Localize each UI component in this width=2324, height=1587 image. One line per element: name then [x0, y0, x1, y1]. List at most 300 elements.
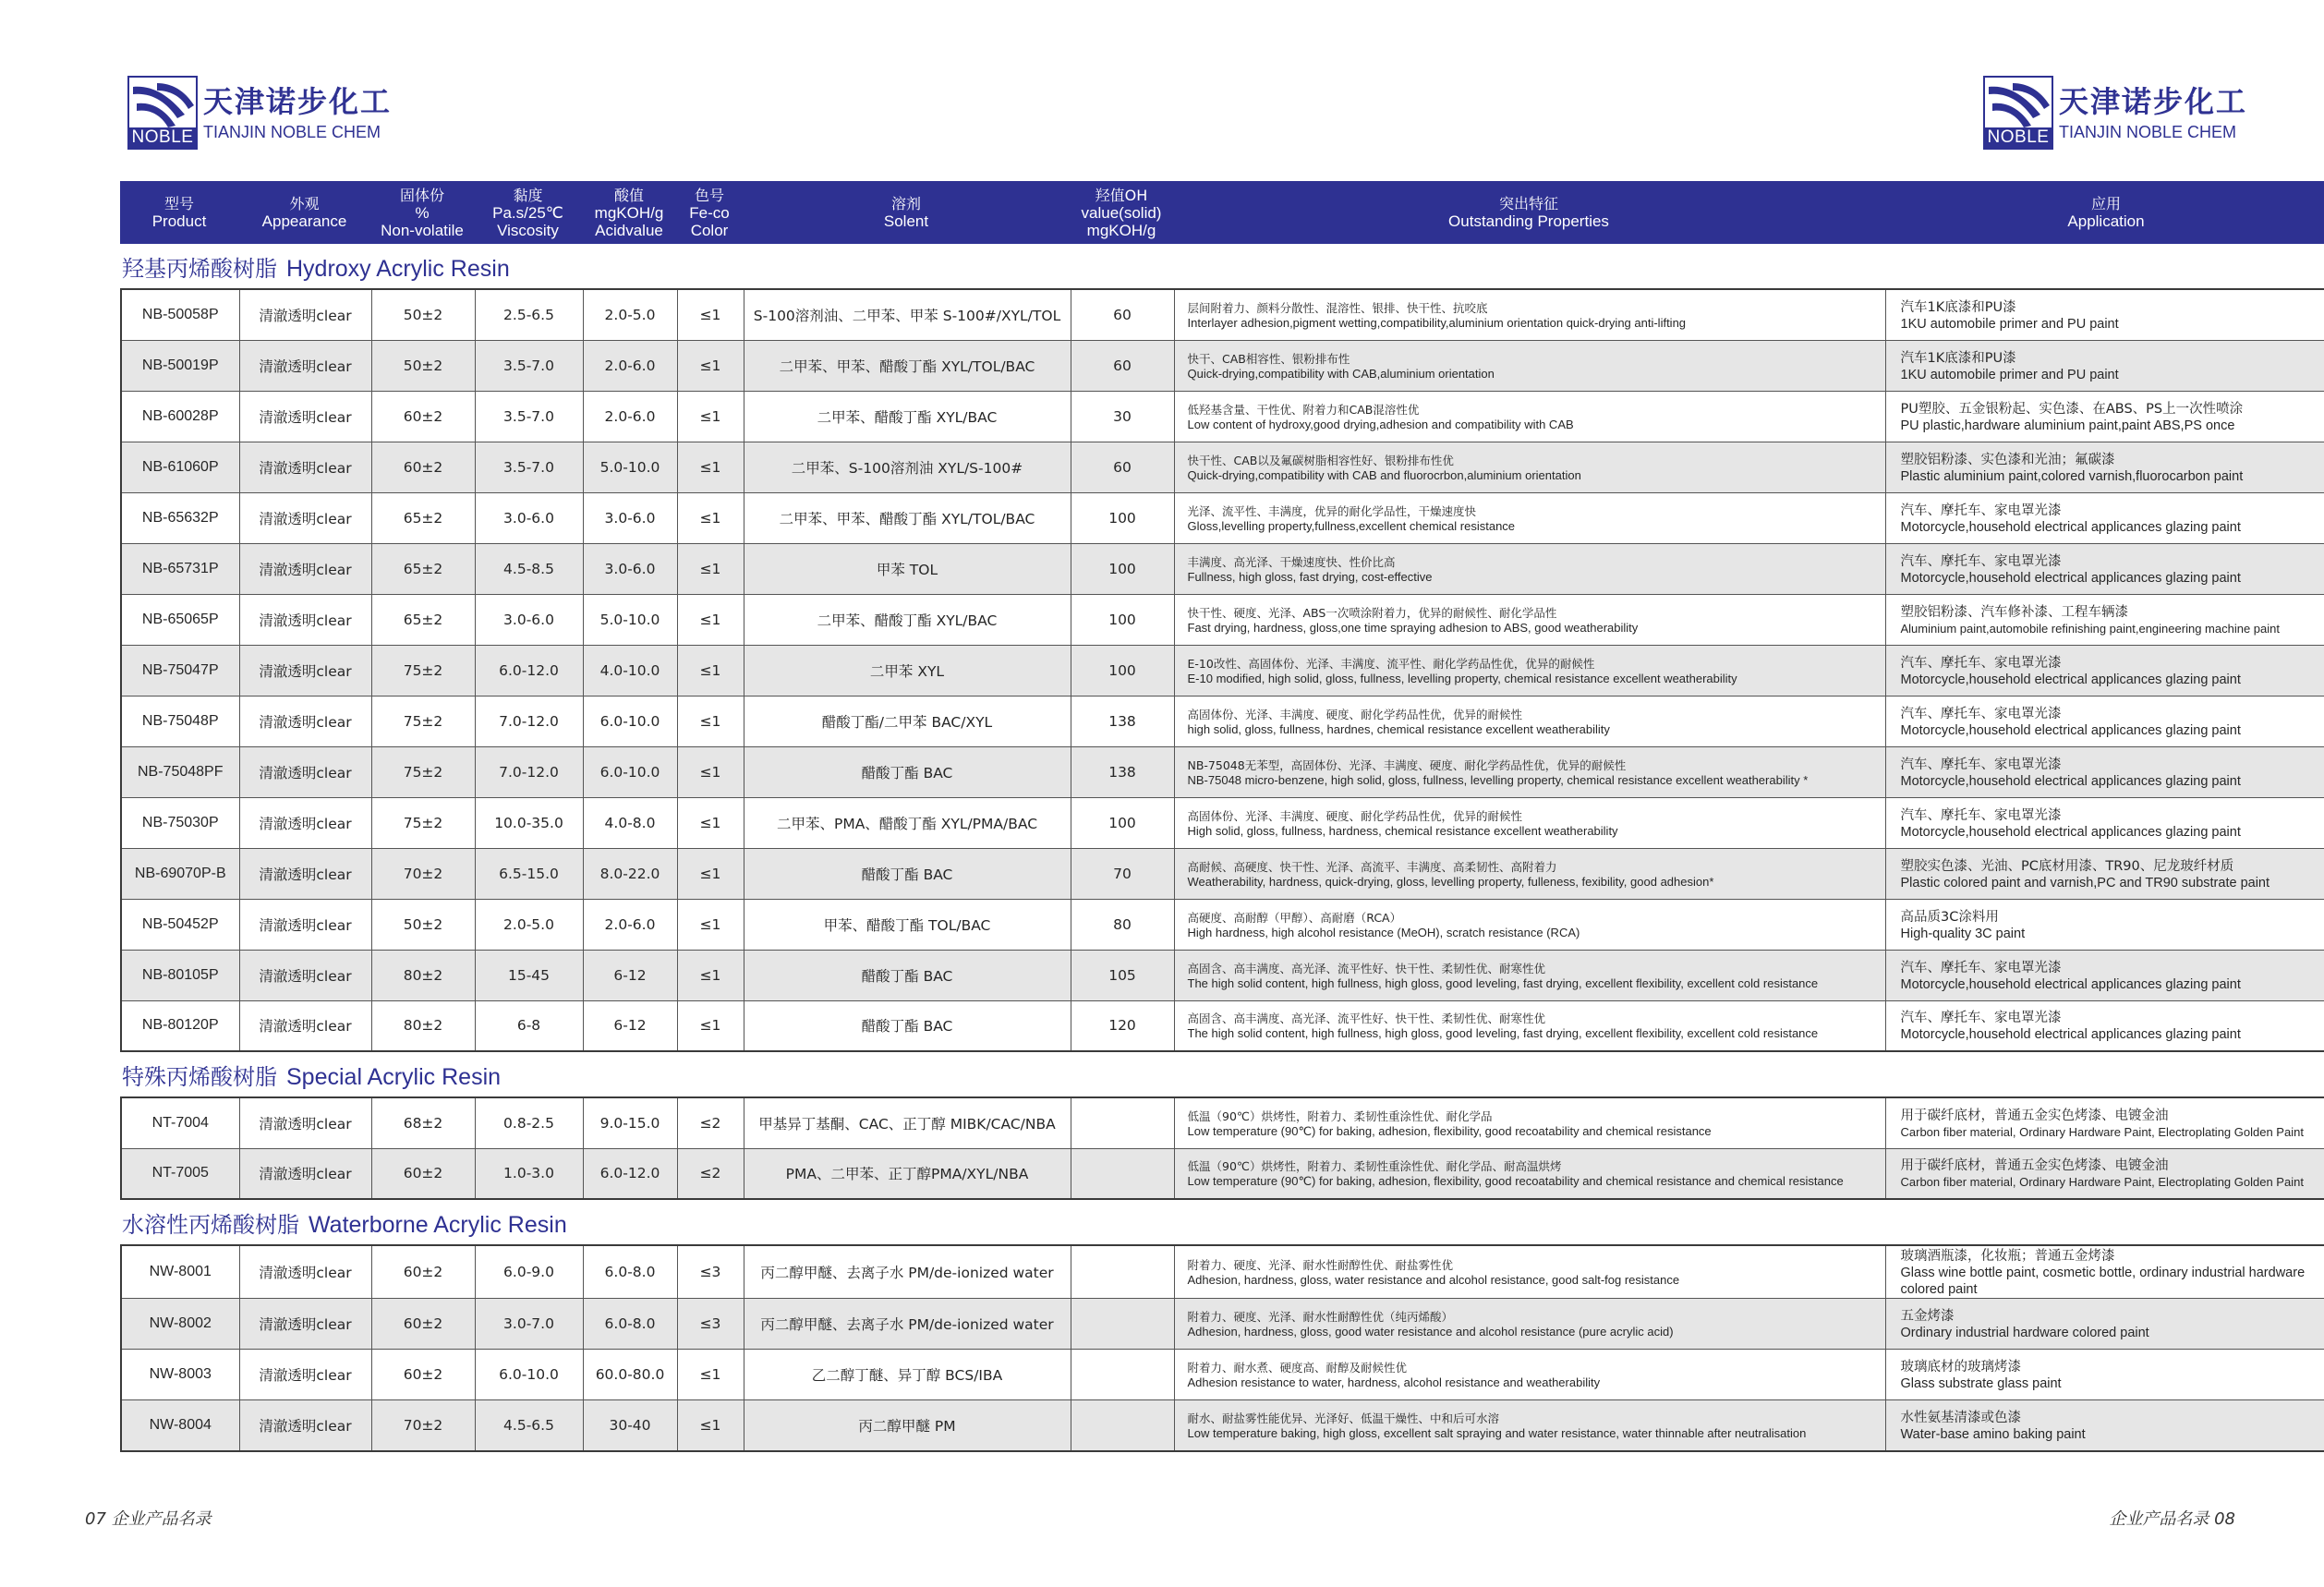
solid-content-value: 50±2 — [371, 340, 475, 391]
oh-value: 100 — [1071, 797, 1174, 848]
application-en: Motorcycle,household electrical applicances glazing paint — [1900, 722, 2241, 738]
appearance-value: 清澈透明clear — [239, 1000, 371, 1051]
product-code: NW-8001 — [121, 1245, 239, 1299]
appearance-value: 清澈透明clear — [239, 340, 371, 391]
oh-value: 100 — [1071, 492, 1174, 543]
properties-en: Low content of hydroxy,good drying,adhesion and compatibility with CAB — [1187, 417, 1574, 431]
properties-cn: 高固含、高丰满度、高光泽、流平性好、快干性、柔韧性优、耐寒性优 — [1187, 961, 1546, 975]
column-header-cn: 固体份 — [399, 186, 444, 204]
product-code: NB-50019P — [121, 340, 239, 391]
application-cell — [1885, 1350, 2324, 1400]
product-code: NB-80105P — [121, 950, 239, 1000]
solvent-value: 醋酸丁酯 BAC — [744, 1000, 1071, 1051]
resin-sections — [120, 244, 2306, 1452]
properties-cn: 低羟基含量、干性优、附着力和CAB混溶性优 — [1187, 402, 1420, 417]
properties-en: Quick-drying,compatibility with CAB,aluminium orientation — [1187, 366, 1495, 381]
oh-value: 100 — [1071, 543, 1174, 594]
product-code: NW-8004 — [121, 1400, 239, 1451]
appearance-value: 清澈透明clear — [239, 797, 371, 848]
properties-cell — [1174, 1148, 1885, 1199]
properties-cell — [1174, 442, 1885, 492]
properties-en: high solid, gloss, fullness, hardnes, chemical resistance excellent weatherability — [1187, 721, 1610, 736]
section-title-en: Hydroxy Acrylic Resin — [286, 256, 510, 282]
appearance-value: 清澈透明clear — [239, 391, 371, 442]
oh-value: 60 — [1071, 442, 1174, 492]
oh-value: 60 — [1071, 340, 1174, 391]
properties-cell — [1174, 1299, 1885, 1350]
color-value: ≤1 — [677, 848, 744, 899]
appearance-value: 清澈透明clear — [239, 1350, 371, 1400]
properties-en: Adhesion, hardness, gloss, good water resistance and alcohol resistance (pure acrylic acid) — [1187, 1325, 1674, 1339]
oh-value: 138 — [1071, 746, 1174, 797]
solvent-value: 二甲苯、甲苯、醋酸丁酯 XYL/TOL/BAC — [744, 340, 1071, 391]
properties-cn: 高硬度、高耐醇（甲醇）、高耐磨（RCA） — [1187, 910, 1402, 925]
properties-cell — [1174, 1000, 1885, 1051]
solid-content-value: 80±2 — [371, 1000, 475, 1051]
properties-cn: 快干性、硬度、光泽、ABS一次喷涂附着力，优异的耐候性、耐化学品性 — [1187, 605, 1557, 620]
solvent-value: 二甲苯、醋酸丁酯 XYL/BAC — [744, 391, 1071, 442]
application-cn: 用于碳纤底材，普通五金实色烤漆、电镀金油 — [1900, 1158, 2169, 1174]
oh-value: 70 — [1071, 848, 1174, 899]
viscosity-value: 6-8 — [475, 1000, 583, 1051]
solvent-value: PMA、二甲苯、正丁醇PMA/XYL/NBA — [744, 1148, 1071, 1199]
properties-cn: 低温（90℃）烘烤性，附着力、柔韧性重涂性优、耐化学品、耐高温烘烤 — [1187, 1159, 1562, 1174]
application-cell — [1885, 1000, 2324, 1051]
application-cell — [1885, 340, 2324, 391]
brand-name-cn: 天津诺步化工 — [203, 84, 393, 119]
section-title-en: Waterborne Acrylic Resin — [309, 1212, 567, 1238]
oh-value: 138 — [1071, 696, 1174, 746]
acid-value: 2.0-6.0 — [583, 391, 677, 442]
solvent-value: 丙二醇甲醚、去离子水 PM/de-ionized water — [744, 1245, 1071, 1299]
column-header-en: Acidvalue — [595, 221, 663, 239]
product-code: NB-65731P — [121, 543, 239, 594]
color-value: ≤1 — [677, 1350, 744, 1400]
appearance-value: 清澈透明clear — [239, 899, 371, 950]
properties-en: Adhesion, hardness, gloss, water resistance and alcohol resistance, good salt-fog resistance — [1187, 1273, 1680, 1287]
section-title-en: Special Acrylic Resin — [286, 1064, 502, 1090]
product-code: NW-8002 — [121, 1299, 239, 1350]
section-title — [120, 1200, 2235, 1244]
oh-value — [1071, 1097, 1174, 1148]
application-cn: 汽车、摩托车、家电罩光漆 — [1900, 960, 2062, 975]
column-header-en: Appearance — [261, 212, 347, 230]
viscosity-value: 6.0-12.0 — [475, 645, 583, 696]
column-header-cn: 酸值 — [613, 186, 644, 204]
application-en: Motorcycle,household electrical applicances glazing paint — [1900, 976, 2241, 992]
viscosity-value: 6.0-9.0 — [475, 1245, 583, 1299]
logo-badge: NOBLE — [129, 127, 196, 148]
appearance-value: 清澈透明clear — [239, 1148, 371, 1199]
solid-content-value: 60±2 — [371, 1350, 475, 1400]
application-cn: 汽车、摩托车、家电罩光漆 — [1900, 757, 2062, 772]
solid-content-value: 70±2 — [371, 1400, 475, 1451]
color-value: ≤1 — [677, 950, 744, 1000]
viscosity-value: 7.0-12.0 — [475, 696, 583, 746]
section-title-cn: 水溶性丙烯酸树脂 — [122, 1212, 299, 1238]
solid-content-value: 75±2 — [371, 645, 475, 696]
application-en: Carbon fiber material, Ordinary Hardware Paint, Electroplating Golden Paint — [1900, 1175, 2304, 1190]
column-header-unit: % — [415, 203, 430, 222]
acid-value: 2.0-5.0 — [583, 289, 677, 340]
solvent-value: 二甲苯、醋酸丁酯 XYL/BAC — [744, 594, 1071, 645]
logo-badge: NOBLE — [1985, 127, 2052, 148]
properties-en: E-10 modified, high solid, gloss, fullness, levelling property, chemical resistance excellent weatherability — [1187, 671, 1737, 685]
application-cell — [1885, 797, 2324, 848]
application-cell — [1885, 848, 2324, 899]
properties-en: High solid, gloss, fullness, hardness, chemical resistance excellent weatherability — [1187, 823, 1618, 838]
viscosity-value: 3.5-7.0 — [475, 340, 583, 391]
solid-content-value: 60±2 — [371, 442, 475, 492]
properties-cell — [1174, 1400, 1885, 1451]
oh-value: 120 — [1071, 1000, 1174, 1051]
application-cell — [1885, 1245, 2324, 1299]
solid-content-value: 65±2 — [371, 594, 475, 645]
acid-value: 5.0-10.0 — [583, 442, 677, 492]
application-cell — [1885, 289, 2324, 340]
column-header — [676, 181, 743, 244]
solid-content-value: 70±2 — [371, 848, 475, 899]
column-header-unit: Pa.s/25℃ — [492, 203, 563, 222]
product-code: NB-75048P — [121, 696, 239, 746]
properties-cell — [1174, 797, 1885, 848]
color-value: ≤1 — [677, 594, 744, 645]
product-code: NB-50058P — [121, 289, 239, 340]
oh-value: 80 — [1071, 899, 1174, 950]
table-row — [121, 645, 2324, 696]
solvent-value: 甲苯 TOL — [744, 543, 1071, 594]
product-code: NB-65065P — [121, 594, 239, 645]
acid-value: 6.0-10.0 — [583, 746, 677, 797]
brand-name-cn: 天津诺步化工 — [2059, 84, 2248, 119]
oh-value: 105 — [1071, 950, 1174, 1000]
properties-cell — [1174, 289, 1885, 340]
column-header-unit: Fe-co — [689, 203, 730, 222]
column-header — [1070, 181, 1173, 244]
properties-cn: 附着力、硬度、光泽、耐水性耐醇性优、耐盐雾性优 — [1187, 1258, 1454, 1272]
color-value: ≤1 — [677, 442, 744, 492]
properties-cell — [1174, 848, 1885, 899]
properties-en: NB-75048 micro-benzene, high solid, gloss, fullness, levelling property, chemical resistance excellent weatherability * — [1187, 772, 1809, 787]
column-header-cn: 外观 — [289, 195, 320, 212]
solvent-value: 丙二醇甲醚 PM — [744, 1400, 1071, 1451]
application-en: Motorcycle,household electrical applicances glazing paint — [1900, 519, 2241, 535]
solvent-value: 二甲苯、PMA、醋酸丁酯 XYL/PMA/BAC — [744, 797, 1071, 848]
properties-cell — [1174, 391, 1885, 442]
acid-value: 6-12 — [583, 950, 677, 1000]
properties-en: Low temperature (90℃) for baking, adhesion, flexibility, good recoatability and chemical resistance — [1187, 1123, 1712, 1138]
application-cn: 汽车、摩托车、家电罩光漆 — [1900, 807, 2062, 823]
color-value: ≤2 — [677, 1148, 744, 1199]
application-cn: 五金烤漆 — [1900, 1309, 1955, 1324]
product-code: NB-61060P — [121, 442, 239, 492]
acid-value: 4.0-10.0 — [583, 645, 677, 696]
color-value: ≤1 — [677, 797, 744, 848]
properties-cn: 高固含、高丰满度、高光泽、流平性好、快干性、柔韧性优、耐寒性优 — [1187, 1012, 1546, 1026]
color-value: ≤3 — [677, 1245, 744, 1299]
properties-cn: 附着力、耐水煮、硬度高、耐醇及耐候性优 — [1187, 1361, 1408, 1375]
table-row — [121, 543, 2324, 594]
application-cn: 玻璃酒瓶漆，化妆瓶；普通五金烤漆 — [1900, 1249, 2115, 1264]
properties-cn: 附着力、硬度、光泽、耐水性耐醇性优（纯丙烯酸） — [1187, 1310, 1454, 1324]
solid-content-value: 75±2 — [371, 797, 475, 848]
properties-cn: 光泽、流平性、丰满度，优异的耐化学品性，干燥速度快 — [1187, 503, 1477, 518]
appearance-value: 清澈透明clear — [239, 645, 371, 696]
application-cn: 塑胶实色漆、光油、PC底材用漆、TR90、尼龙玻纤材质 — [1900, 858, 2234, 874]
oh-value — [1071, 1400, 1174, 1451]
color-value: ≤1 — [677, 340, 744, 391]
application-cn: 汽车、摩托车、家电罩光漆 — [1900, 655, 2062, 671]
table-row — [121, 950, 2324, 1000]
viscosity-value: 4.5-8.5 — [475, 543, 583, 594]
product-code: NB-75048PF — [121, 746, 239, 797]
application-cell — [1885, 746, 2324, 797]
solid-content-value: 60±2 — [371, 1245, 475, 1299]
appearance-value: 清澈透明clear — [239, 950, 371, 1000]
application-en: Plastic aluminium paint,colored varnish,fluorocarbon paint — [1900, 468, 2244, 484]
table-row — [121, 1148, 2324, 1199]
column-header — [1173, 181, 1884, 244]
acid-value: 6.0-12.0 — [583, 1148, 677, 1199]
oh-value: 100 — [1071, 594, 1174, 645]
application-cn: 塑胶铝粉漆、汽车修补漆、工程车辆漆 — [1900, 604, 2128, 620]
properties-cn: 高固体份、光泽、丰满度、硬度、耐化学药品性优，优异的耐候性 — [1187, 707, 1523, 721]
application-cn: 塑胶铝粉漆、实色漆和光油；氟碳漆 — [1900, 452, 2115, 467]
table-row — [121, 391, 2324, 442]
application-cn: 汽车1K底漆和PU漆 — [1900, 350, 2016, 366]
color-value: ≤1 — [677, 492, 744, 543]
solvent-value: 乙二醇丁醚、异丁醇 BCS/IBA — [744, 1350, 1071, 1400]
table-row — [121, 848, 2324, 899]
application-en: Motorcycle,household electrical applicances glazing paint — [1900, 672, 2241, 687]
appearance-value: 清澈透明clear — [239, 746, 371, 797]
viscosity-value: 3.5-7.0 — [475, 391, 583, 442]
application-cn: 汽车、摩托车、家电罩光漆 — [1900, 553, 2062, 569]
properties-cn: 耐水、耐盐雾性能优异、光泽好、低温干燥性、中和后可水溶 — [1187, 1411, 1500, 1425]
viscosity-value: 6.0-10.0 — [475, 1350, 583, 1400]
appearance-value: 清澈透明clear — [239, 594, 371, 645]
product-code: NB-75030P — [121, 797, 239, 848]
properties-en: The high solid content, high fullness, high gloss, good leveling, fast drying, excellent flexibility, excellent cold resistance — [1187, 975, 1819, 990]
solvent-value: 丙二醇甲醚、去离子水 PM/de-ionized water — [744, 1299, 1071, 1350]
appearance-value: 清澈透明clear — [239, 696, 371, 746]
solid-content-value: 50±2 — [371, 289, 475, 340]
product-catalog — [120, 181, 2306, 1452]
acid-value: 60.0-80.0 — [583, 1350, 677, 1400]
application-cn: 汽车1K底漆和PU漆 — [1900, 299, 2016, 315]
acid-value: 6.0-8.0 — [583, 1245, 677, 1299]
solvent-value: S-100溶剂油、二甲苯、甲苯 S-100#/XYL/TOL — [744, 289, 1071, 340]
application-cell — [1885, 492, 2324, 543]
application-cell — [1885, 696, 2324, 746]
application-en: Aluminium paint,automobile refinishing paint,engineering machine paint — [1900, 621, 2280, 636]
section-title — [120, 1052, 2235, 1096]
application-cell — [1885, 442, 2324, 492]
properties-en: Low temperature baking, high gloss, excellent salt spraying and water resistance, water thinnable after neutralisation — [1187, 1425, 1807, 1440]
viscosity-value: 3.0-6.0 — [475, 594, 583, 645]
column-header-table — [120, 181, 2324, 244]
application-en: Glass wine bottle paint, cosmetic bottle, ordinary industrial hardware colored paint — [1900, 1266, 2306, 1297]
column-header-en: Outstanding Properties — [1448, 212, 1609, 230]
column-header-cn: 型号 — [163, 195, 194, 212]
viscosity-value: 4.5-6.5 — [475, 1400, 583, 1451]
section-table — [120, 1096, 2324, 1200]
properties-cell — [1174, 746, 1885, 797]
footer-page-left: 07 企业产品名录 — [85, 1509, 212, 1529]
application-cell — [1885, 594, 2324, 645]
solid-content-value: 60±2 — [371, 1148, 475, 1199]
table-row — [121, 1350, 2324, 1400]
appearance-value: 清澈透明clear — [239, 848, 371, 899]
column-header-unit: mgKOH/g — [594, 203, 664, 222]
properties-cn: 快干、CAB相容性、银粉排布性 — [1187, 351, 1350, 366]
application-cell — [1885, 1299, 2324, 1350]
solvent-value: 甲苯、醋酸丁酯 TOL/BAC — [744, 899, 1071, 950]
color-value: ≤1 — [677, 391, 744, 442]
appearance-value: 清澈透明clear — [239, 1400, 371, 1451]
acid-value: 8.0-22.0 — [583, 848, 677, 899]
section-title-cn: 羟基丙烯酸树脂 — [122, 256, 277, 282]
appearance-value: 清澈透明clear — [239, 289, 371, 340]
oh-value — [1071, 1245, 1174, 1299]
column-header — [238, 181, 370, 244]
section-table — [120, 1244, 2324, 1452]
properties-cn: 快干性、CAB以及氟碳树脂相容性好、银粉排布性优 — [1187, 453, 1454, 467]
viscosity-value: 0.8-2.5 — [475, 1097, 583, 1148]
table-row — [121, 1245, 2324, 1299]
viscosity-value: 1.0-3.0 — [475, 1148, 583, 1199]
acid-value: 2.0-6.0 — [583, 340, 677, 391]
viscosity-value: 2.0-5.0 — [475, 899, 583, 950]
acid-value: 6.0-8.0 — [583, 1299, 677, 1350]
solvent-value: 二甲苯、S-100溶剂油 XYL/S-100# — [744, 442, 1071, 492]
solid-content-value: 75±2 — [371, 696, 475, 746]
application-en: Motorcycle,household electrical applicances glazing paint — [1900, 773, 2241, 789]
application-cn: 玻璃底材的玻璃烤漆 — [1900, 1360, 2021, 1375]
color-value: ≤1 — [677, 289, 744, 340]
section-title — [120, 244, 2235, 288]
properties-cn: 层间附着力、颜料分散性、混溶性、银排、快干性、抗咬底 — [1187, 300, 1488, 315]
properties-en: Adhesion resistance to water, hardness, alcohol resistance and weatherability — [1187, 1375, 1601, 1389]
column-header-en: mgKOH/g — [1086, 221, 1156, 239]
properties-cell — [1174, 594, 1885, 645]
column-header — [120, 181, 238, 244]
color-value: ≤1 — [677, 696, 744, 746]
section-table — [120, 288, 2324, 1052]
column-header-en: Viscosity — [497, 221, 559, 239]
properties-en: High hardness, high alcohol resistance (MeOH), scratch resistance (RCA) — [1187, 925, 1580, 939]
application-en: Plastic colored paint and varnish,PC and TR90 substrate paint — [1900, 875, 2270, 890]
properties-cell — [1174, 899, 1885, 950]
column-header — [474, 181, 582, 244]
appearance-value: 清澈透明clear — [239, 1245, 371, 1299]
solid-content-value: 68±2 — [371, 1097, 475, 1148]
application-en: High-quality 3C paint — [1900, 926, 2026, 941]
properties-cell — [1174, 645, 1885, 696]
column-header-cn: 溶剂 — [890, 195, 921, 212]
application-en: Motorcycle,household electrical applicances glazing paint — [1900, 570, 2241, 586]
application-cell — [1885, 1148, 2324, 1199]
column-header-cn: 色号 — [694, 186, 724, 204]
viscosity-value: 3.0-7.0 — [475, 1299, 583, 1350]
column-header-row — [120, 181, 2324, 244]
application-en: Motorcycle,household electrical applicances glazing paint — [1900, 824, 2241, 840]
column-header-en: Color — [690, 221, 729, 239]
viscosity-value: 2.5-6.5 — [475, 289, 583, 340]
solvent-value: 二甲苯、甲苯、醋酸丁酯 XYL/TOL/BAC — [744, 492, 1071, 543]
properties-cell — [1174, 340, 1885, 391]
solid-content-value: 75±2 — [371, 746, 475, 797]
properties-cn: 高固体份、光泽、丰满度、硬度、耐化学药品性优，优异的耐候性 — [1187, 808, 1523, 823]
properties-cell — [1174, 950, 1885, 1000]
acid-value: 3.0-6.0 — [583, 543, 677, 594]
color-value: ≤1 — [677, 1000, 744, 1051]
table-row — [121, 492, 2324, 543]
section-title-cn: 特殊丙烯酸树脂 — [122, 1064, 277, 1090]
table-row — [121, 594, 2324, 645]
table-row — [121, 746, 2324, 797]
properties-cell — [1174, 1245, 1885, 1299]
color-value: ≤1 — [677, 645, 744, 696]
column-header-cn: 应用 — [2090, 195, 2121, 212]
table-row — [121, 1000, 2324, 1051]
oh-value: 100 — [1071, 645, 1174, 696]
acid-value: 9.0-15.0 — [583, 1097, 677, 1148]
color-value: ≤3 — [677, 1299, 744, 1350]
properties-en: Fast drying, hardness, gloss,one time spraying adhesion to ABS, good weatherability — [1187, 620, 1639, 635]
column-header-cn: 羟值OH — [1095, 186, 1148, 204]
properties-cell — [1174, 696, 1885, 746]
application-cell — [1885, 1097, 2324, 1148]
application-en: 1KU automobile primer and PU paint — [1900, 316, 2119, 332]
table-row — [121, 442, 2324, 492]
properties-en: Low temperature (90℃) for baking, adhesion, flexibility, good recoatability and chemical resistance and chemical resistance — [1187, 1174, 1844, 1189]
properties-cn: 高耐候、高硬度、快干性、光泽、高流平、丰满度、高柔韧性、高附着力 — [1187, 859, 1557, 874]
appearance-value: 清澈透明clear — [239, 492, 371, 543]
properties-cell — [1174, 1350, 1885, 1400]
application-cn: 用于碳纤底材，普通五金实色烤漆、电镀金油 — [1900, 1108, 2169, 1123]
solid-content-value: 60±2 — [371, 1299, 475, 1350]
oh-value — [1071, 1299, 1174, 1350]
brand-logo-right — [1983, 76, 2247, 150]
viscosity-value: 15-45 — [475, 950, 583, 1000]
column-header — [743, 181, 1070, 244]
viscosity-value: 3.5-7.0 — [475, 442, 583, 492]
product-code: NB-65632P — [121, 492, 239, 543]
properties-en: The high solid content, high fullness, high gloss, good leveling, fast drying, excellent flexibility, excellent cold resistance — [1187, 1026, 1819, 1041]
properties-en: Weatherability, hardness, quick-drying, gloss, levelling property, fulleness, fexibility, good adhesion* — [1187, 874, 1714, 889]
properties-cn: 丰满度、高光泽、干燥速度快、性价比高 — [1187, 554, 1396, 569]
application-cell — [1885, 543, 2324, 594]
application-en: PU plastic,hardware aluminium paint,paint ABS,PS once — [1900, 418, 2235, 433]
column-header — [582, 181, 676, 244]
solid-content-value: 60±2 — [371, 391, 475, 442]
application-cn: 汽车、摩托车、家电罩光漆 — [1900, 706, 2062, 721]
application-en: Ordinary industrial hardware colored paint — [1900, 1326, 2149, 1340]
solvent-value: 醋酸丁酯 BAC — [744, 746, 1071, 797]
column-header-en: Non-volatile — [381, 221, 464, 239]
properties-en: Interlayer adhesion,pigment wetting,compatibility,aluminium orientation quick-drying anti-lifting — [1187, 315, 1687, 330]
color-value: ≤1 — [677, 746, 744, 797]
table-row — [121, 797, 2324, 848]
column-header-en: Solent — [883, 212, 929, 230]
solvent-value: 二甲苯 XYL — [744, 645, 1071, 696]
application-cn: 汽车、摩托车、家电罩光漆 — [1900, 503, 2062, 518]
brand-name-en: TIANJIN NOBLE CHEM — [203, 123, 381, 141]
viscosity-value: 10.0-35.0 — [475, 797, 583, 848]
application-cn: PU塑胶、五金银粉起、实色漆、在ABS、PS上一次性喷涂 — [1900, 401, 2244, 417]
acid-value: 3.0-6.0 — [583, 492, 677, 543]
